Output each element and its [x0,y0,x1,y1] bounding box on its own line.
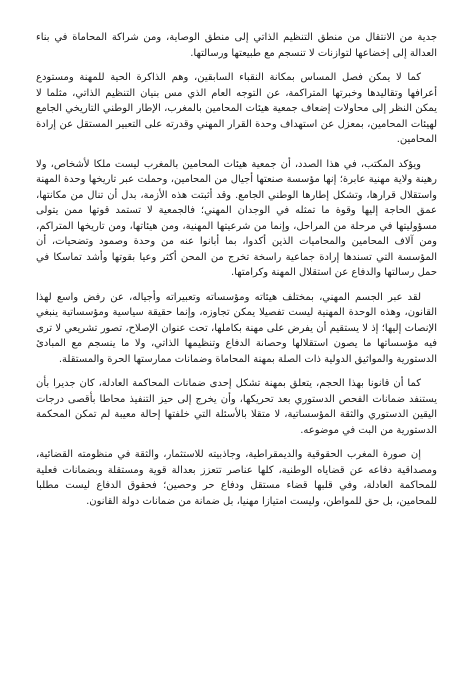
paragraph: كما أن قانونا بهذا الحجم، يتعلق بمهنة تشكل إحدى ضمانات المحاكمة العادلة، كان جديرا بأن يستنفد ضمانات الفحص الدستوري بعد تحريكها، وأن يخرج إلى حيز التنفيذ محاطا بأقصى درجات اليقين الدستوري والثقة المؤسساتية، لا متقلا بالأسئلة التي خلفتها إحالة معيبة لم تمكن المحكمة الدستورية من البت في موضوعه. [36,378,437,436]
paragraph: جدية من الانتقال من منطق التنظيم الذاتي إلى منطق الوصاية، ومن شراكة المحاماة في بناء العدالة إلى إخضاعها لتوازنات لا تنسجم مع طبيعتها ورسالتها. [36,32,437,59]
paragraph: ويؤكد المكتب، في هذا الصدد، أن جمعية هيئات المحامين بالمغرب ليست ملكا لأشخاص، ولا رهينة ولاية مهنية عابرة؛ إنها مؤسسة صنعتها أجيال من المحامين، وحملت عبر تاريخها وحدة المهنة واستقلال قرارها، وتشكل إطارها الوطني الجامع. وقد أثبتت هذه الأزمة، بدل أن تنال من مكانتها، عمق الحاجة إليها وقوة ما تمثله في الوجدان المهني؛ فالجمعية لا تستمد قوتها ممن يتولى مسؤوليتها في مرحلة من المراحل، وإنما من شرعيتها المهنية، ومن هيئاتها، ومن تاريخها المتراكم، ومن آلاف المحامين والمحاميات الذين أكدوا، بما أبانوا عنه من وحدة وصمود وتضحيات، أن المؤسسة التي تسندها إرادة جماعية راسخة تخرج من المحن أكثر وعيا بقوتها وأشد تماسكا في حمل رسالتها والدفاع عن استقلال المهنة وكرامتها. [36,158,437,278]
paragraph: كما لا يمكن فصل المساس بمكانة النقباء السابقين، وهم الذاكرة الحية للمهنة ومستودع أعرافها وتقاليدها وخبرتها المتراكمة، عن التوجه العام الذي مس بنيان التنظيم الذاتي، مثلما لا يمكن النظر إلى محاولات إضعاف جمعية هيئات المحامين بالمغرب، الإطار الوطني التاريخي الجامع لهيئات المحامين، بمعزل عن استهداف وحدة القرار المهني وقدرته على التعبير المستقل عن إرادة المحامين. [36,72,437,145]
paragraph: لقد عبر الجسم المهني، بمختلف هيئاته ومؤسساته وتعبيراته وأجياله، عن رفض واسع لهذا القانون، وهذه الوحدة المهنية ليست تفصيلا يمكن تجاوزه، وإنما حقيقة سياسية ومؤسساتية ينبغي الإنصات إليها؛ إذ لا يستقيم أن يفرض على مهنة بكاملها، تحت عنوان الإصلاح، تصور تشريعي لا ترى فيه مؤسساتها ما يصون استقلالها وحصانة الدفاع وتنظيمها الذاتي، ولا ما ينسجم مع المبادئ الدستورية والمواثيق الدولية ذات الصلة بمهنة المحاماة وضمانات ممارستها الحرة والمستقلة. [36,291,437,365]
paragraph: إن صورة المغرب الحقوقية والديمقراطية، وجاذبيته للاستثمار، والثقة في منظومته القضائية، ومصداقية دفاعه عن قضاياه الوطنية، كلها عناصر تتعزز بعدالة قوية ومستقلة وبضمانات فعلية للمحاكمة العادلة، وفي قلبها قضاء مستقل ودفاع حر وحصين؛ فحقوق الدفاع ليست مطلبا للمحامين، بل حق للمواطن، وليست امتيازا مهنيا، بل ضمانة من ضمانات دولة القانون. [36,449,437,507]
